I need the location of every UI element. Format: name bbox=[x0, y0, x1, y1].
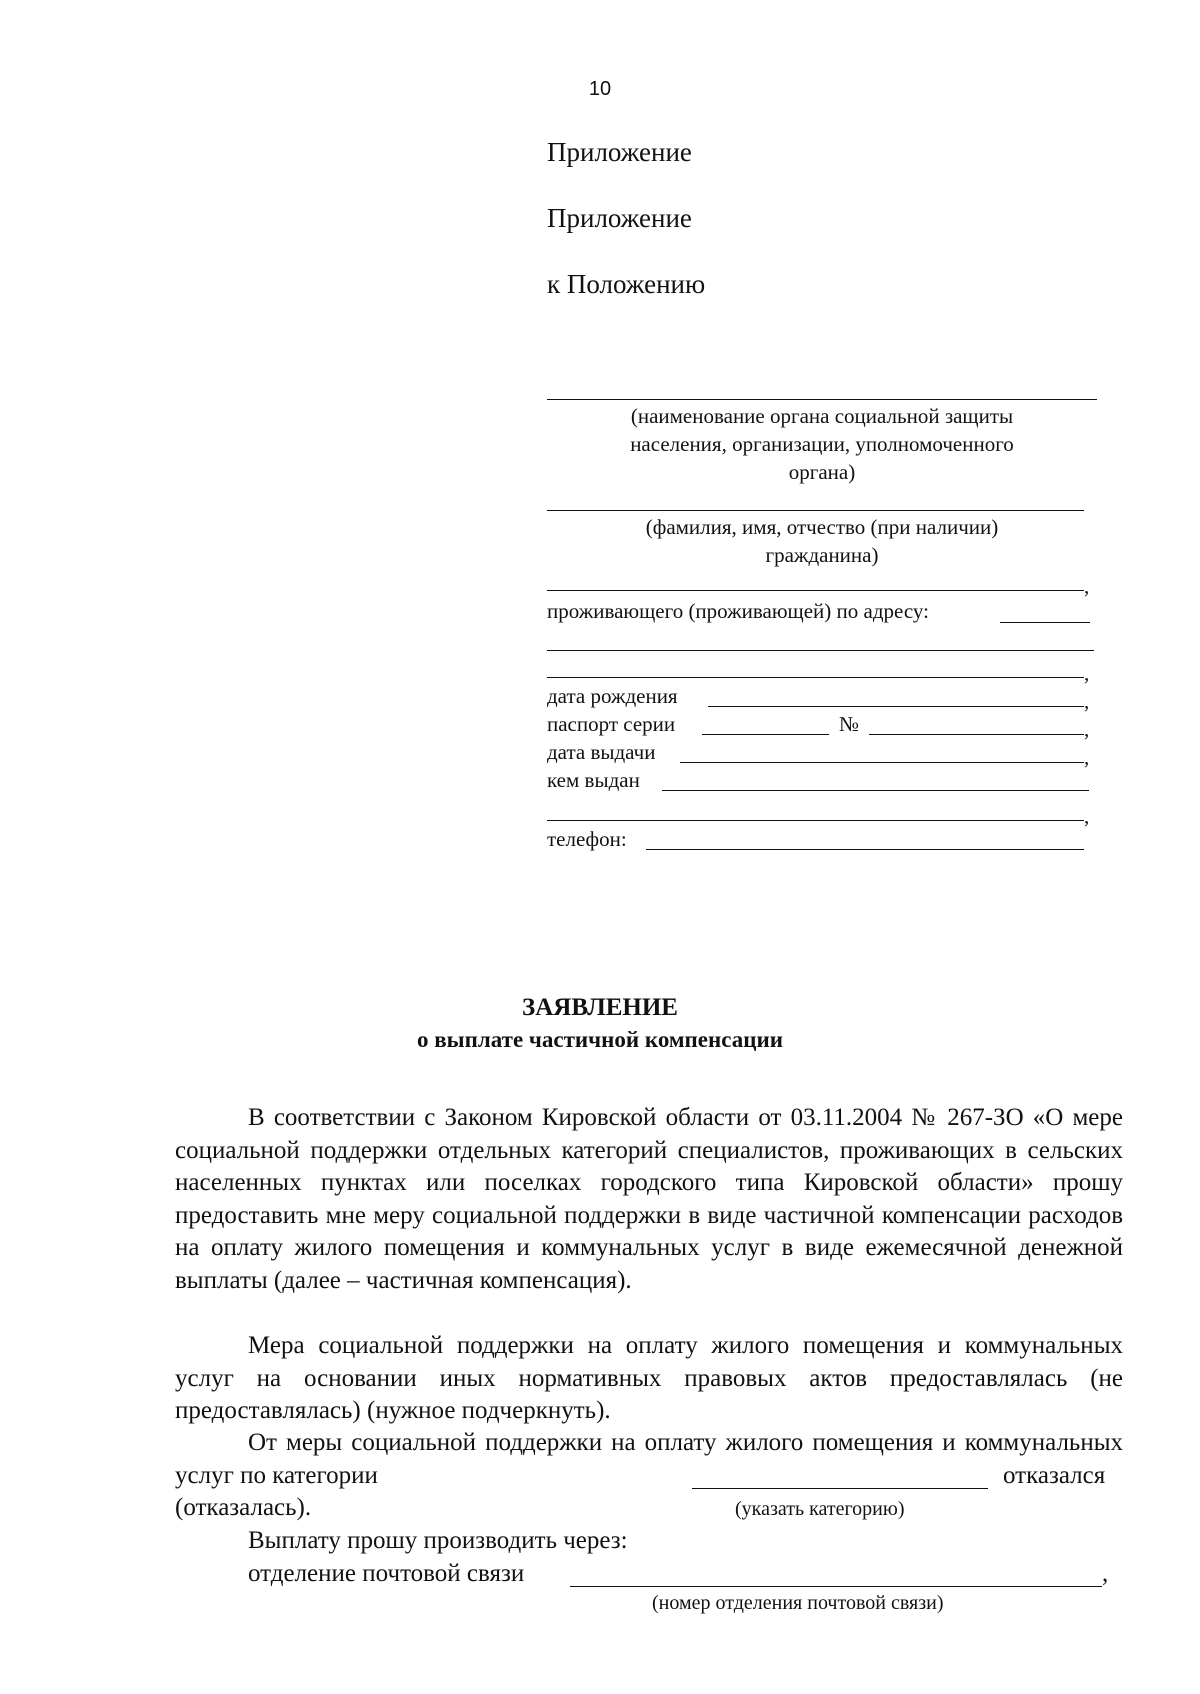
address-line-3 bbox=[547, 677, 1084, 678]
org-caption-line-1: (наименование органа социальной защиты bbox=[630, 404, 1014, 428]
phone-line bbox=[646, 849, 1084, 850]
fio-continuation-line bbox=[547, 590, 1084, 591]
paragraph-1-text: В соответствии с Законом Кировской области от 03.11.2004 № 267-ЗО «О мере социальной поддержки отдельных категорий специалистов, проживающих в сельских населенных пунктах или поселках городского типа Кировской области» прошу предоставить мне меру социальной поддержки в виде частичной компенсации расходов на оплату жилого помещения и коммунальных услуг в виде ежемесячной денежной выплаты (далее – частичная компенсация). bbox=[175, 1104, 1123, 1294]
comma: , bbox=[1084, 661, 1090, 685]
issued-by-line bbox=[662, 790, 1089, 791]
document-title: ЗАЯВЛЕНИЕ bbox=[522, 994, 678, 1021]
category-caption: (указать категорию) bbox=[735, 1498, 905, 1520]
to-regulation-label: к Положению bbox=[547, 269, 706, 299]
category-line bbox=[692, 1488, 988, 1489]
comma: , bbox=[1084, 804, 1090, 828]
paragraph-3 bbox=[175, 1427, 1123, 1492]
comma: , bbox=[1084, 689, 1090, 713]
issued-by-line-2 bbox=[547, 820, 1084, 821]
issue-date-line bbox=[680, 762, 1084, 763]
payment-via-label: Выплату прошу производить через: bbox=[248, 1527, 628, 1554]
fio-caption-line-1: (фамилия, имя, отчество (при наличии) bbox=[645, 515, 999, 539]
comma: , bbox=[1102, 1560, 1109, 1587]
passport-series-line bbox=[702, 734, 829, 735]
refused-feminine-label: (отказалась). bbox=[175, 1494, 312, 1521]
address-line bbox=[1000, 622, 1090, 623]
appendix-label: Приложение bbox=[547, 137, 692, 167]
post-office-caption: (номер отделения почтовой связи) bbox=[652, 1592, 944, 1614]
org-name-line bbox=[547, 399, 1097, 400]
comma: , bbox=[1084, 717, 1090, 741]
birth-date-label: дата рождения bbox=[547, 684, 678, 708]
address-line-2 bbox=[547, 650, 1094, 651]
appendix-label-repeat: Приложение bbox=[547, 203, 692, 233]
fio-caption-line-2: гражданина) bbox=[765, 543, 879, 567]
org-caption bbox=[547, 402, 1097, 486]
post-office-line bbox=[570, 1586, 1102, 1587]
post-office-label: отделение почтовой связи bbox=[248, 1560, 525, 1587]
paragraph-3-text: От меры социальной поддержки на оплату жилого помещения и коммунальных услуг по категории bbox=[175, 1429, 1123, 1489]
comma: , bbox=[1084, 745, 1090, 769]
paragraph-2 bbox=[175, 1330, 1123, 1428]
document-subtitle: о выплате частичной компенсации bbox=[416, 1027, 784, 1052]
org-caption-line-2: населения, организации, уполномоченного bbox=[630, 432, 1014, 456]
phone-label: телефон: bbox=[547, 827, 627, 851]
fio-line bbox=[547, 510, 1084, 511]
paragraph-1 bbox=[175, 1102, 1123, 1297]
page-number: 10 bbox=[588, 78, 612, 100]
passport-number-line bbox=[869, 734, 1084, 735]
comma: , bbox=[1084, 574, 1090, 598]
issued-by-label: кем выдан bbox=[547, 768, 640, 792]
passport-series-label: паспорт серии bbox=[547, 712, 676, 736]
address-label: проживающего (проживающей) по адресу: bbox=[547, 599, 929, 623]
birth-date-line bbox=[708, 706, 1084, 707]
passport-number-sign: № bbox=[839, 712, 860, 736]
refused-label: отказался bbox=[1003, 1462, 1106, 1489]
fio-caption bbox=[547, 513, 1097, 569]
org-caption-line-3: органа) bbox=[788, 460, 856, 484]
issue-date-label: дата выдачи bbox=[547, 740, 656, 764]
paragraph-2-text: Мера социальной поддержки на оплату жилого помещения и коммунальных услуг на основании иных нормативных правовых актов предоставлялась (не предоставлялась) (нужное подчеркнуть). bbox=[175, 1332, 1123, 1424]
